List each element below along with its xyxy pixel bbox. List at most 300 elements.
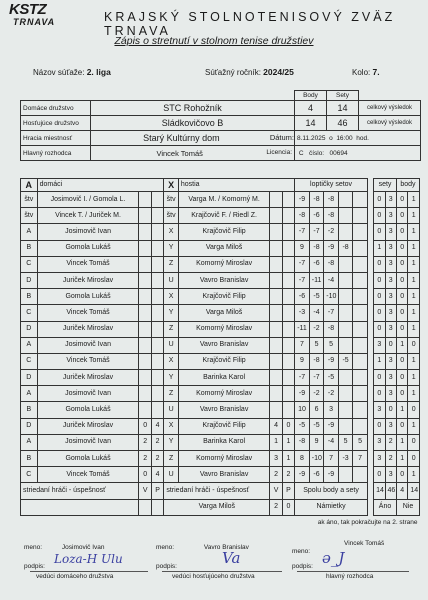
guest-sub-p	[282, 224, 294, 240]
set-score	[338, 289, 353, 305]
points-home: 0	[396, 224, 407, 240]
referee-value: Vincek Tomáš	[156, 148, 203, 158]
home-sub-v	[139, 289, 151, 305]
season-info	[205, 67, 294, 77]
competition-info	[33, 67, 111, 77]
sets-home: 0	[374, 305, 385, 321]
match-row	[21, 321, 420, 337]
sets-guest: 3	[385, 272, 396, 288]
match-row	[21, 289, 420, 305]
set-score: -4	[324, 272, 339, 288]
home-sub-v	[139, 305, 151, 321]
home-sub-p: 2	[151, 451, 163, 467]
guest-player: Komorný Miroslav	[178, 451, 269, 467]
subs-row-2	[21, 499, 420, 515]
guest-subs-label: striedaní hráči - úspešnosť	[164, 483, 270, 499]
set-score	[353, 240, 368, 256]
set-score: -8	[338, 240, 353, 256]
points-home: 1	[396, 451, 407, 467]
set-score: 8	[295, 451, 310, 467]
guest-sub-v	[270, 402, 282, 418]
referee-label: Hlavný rozhodca	[21, 146, 91, 161]
guest-sub-v	[270, 272, 282, 288]
home-column-header: domáci	[37, 179, 164, 192]
set-score: -8	[324, 208, 339, 224]
set-score: -7	[309, 224, 324, 240]
home-player: Vincek T. / Juriček M.	[37, 208, 139, 224]
home-slot: B	[21, 451, 38, 467]
set-score: -10	[324, 289, 339, 305]
home-sub-p: 4	[151, 467, 163, 483]
home-sub-v	[139, 337, 151, 353]
set-score: -9	[324, 418, 339, 434]
date-value: 8.11.2025	[297, 134, 326, 142]
sets-home: 0	[374, 224, 385, 240]
home-role: vedúci domáceho družstva	[36, 573, 114, 580]
guest-name-label: meno:	[156, 544, 175, 551]
subs-row	[21, 483, 420, 499]
home-slot: C	[21, 353, 38, 369]
guest-sub-v	[270, 208, 282, 224]
guest-sub-p: 2	[282, 467, 294, 483]
set-score: 6	[309, 402, 324, 418]
guest-sub-v: 4	[270, 418, 282, 434]
sets-home: 0	[374, 289, 385, 305]
set-score: -11	[295, 321, 310, 337]
home-sub-v	[139, 386, 151, 402]
sets-guest: 0	[385, 402, 396, 418]
points-guest: 1	[408, 240, 420, 256]
home-player: Josimovič Ivan	[37, 337, 139, 353]
home-points: 4	[295, 101, 327, 116]
guest-team-name: Sládkovičovo B	[91, 116, 295, 131]
home-slot: C	[21, 256, 38, 272]
sets-guest: 3	[385, 418, 396, 434]
guest-sub-p: 0	[282, 418, 294, 434]
guest-column-header: hostia	[178, 179, 294, 192]
set-score: -9	[324, 467, 339, 483]
balls-column-header: loptičky setov	[295, 179, 368, 192]
home-letter-header: A	[21, 179, 38, 192]
match-row	[21, 305, 420, 321]
protest-label: Námietky	[295, 499, 368, 515]
guest-sub-v	[270, 337, 282, 353]
home-slot: D	[21, 321, 38, 337]
sets-column-header: sety	[374, 179, 397, 192]
home-sub-v	[139, 272, 151, 288]
home-sub-v	[139, 321, 151, 337]
number-label: číslo:	[308, 149, 325, 157]
home-signature: Loza‑H Ulu	[54, 552, 123, 566]
home-sub-p	[151, 337, 163, 353]
set-score: -8	[324, 321, 339, 337]
guest-sub-v: 1	[270, 434, 282, 450]
guest-sub-name: Varga Miloš	[164, 499, 270, 515]
sets-guest: 3	[385, 240, 396, 256]
points-guest: 1	[408, 418, 420, 434]
guest-sub-v	[270, 321, 282, 337]
note-spacer	[21, 515, 295, 531]
home-slot: C	[21, 305, 38, 321]
home-sub-p: 2	[151, 434, 163, 450]
sets-home: 3	[374, 434, 385, 450]
home-sub-p	[151, 289, 163, 305]
total-points-guest: 14	[408, 483, 420, 499]
home-sub-p	[151, 386, 163, 402]
points-guest: 1	[408, 467, 420, 483]
home-slot: C	[21, 467, 38, 483]
sets-home: 3	[374, 337, 385, 353]
points-guest: 0	[408, 402, 420, 418]
time-value: 16:00	[336, 134, 353, 142]
set-score: -8	[324, 256, 339, 272]
protest-yes: Áno	[374, 499, 397, 515]
points-home: 1	[396, 402, 407, 418]
round-info	[352, 67, 380, 77]
venue-label: Hracia miestnosť	[21, 131, 91, 146]
guest-player: Varga Miloš	[178, 240, 269, 256]
guest-slot: X	[164, 289, 179, 305]
sets-guest: 3	[385, 353, 396, 369]
guest-player: Krajčovič F. / Riedl Z.	[178, 208, 269, 224]
guest-player: Komorný Miroslav	[178, 321, 269, 337]
home-slot: D	[21, 370, 38, 386]
set-score: -6	[309, 467, 324, 483]
season-value: 2024/25	[263, 67, 294, 77]
points-home: 0	[396, 321, 407, 337]
guest-sub-p: 1	[282, 451, 294, 467]
home-slot: D	[21, 272, 38, 288]
home-name-label: meno:	[24, 544, 43, 551]
set-score	[353, 337, 368, 353]
sets-header: Sety	[327, 91, 359, 101]
set-score	[353, 418, 368, 434]
points-home: 0	[396, 418, 407, 434]
set-score: -4	[309, 305, 324, 321]
home-v-header: V	[139, 483, 151, 499]
date-label: Dátum:	[269, 133, 294, 142]
overall-label: celkový výsledok	[359, 101, 421, 116]
set-score: -9	[295, 192, 310, 208]
sets-guest: 3	[385, 467, 396, 483]
sheet-subtitle: Zápis o stretnutí v stolnom tenise družstiev	[114, 35, 314, 47]
set-score	[353, 353, 368, 369]
home-player: Vincek Tomáš	[37, 353, 139, 369]
sets-home: 0	[374, 418, 385, 434]
points-guest: 0	[408, 434, 420, 450]
home-sub-p	[151, 370, 163, 386]
sets-home: 0	[374, 272, 385, 288]
sets-home: 0	[374, 467, 385, 483]
points-home: 1	[396, 337, 407, 353]
guest-role: vedúci hosťujúceho družstva	[172, 573, 255, 580]
set-score: -8	[324, 192, 339, 208]
guest-signature: Va	[222, 549, 241, 567]
home-sub-v: 0	[139, 418, 151, 434]
set-score: 9	[295, 240, 310, 256]
set-score: -8	[295, 434, 310, 450]
guest-points: 14	[295, 116, 327, 131]
set-score	[338, 321, 353, 337]
total-sets-home: 14	[374, 483, 385, 499]
guest-sub-p-value: 0	[282, 499, 294, 515]
home-player: Juriček Miroslav	[37, 321, 139, 337]
home-player: Vincek Tomáš	[37, 467, 139, 483]
set-score: -8	[309, 353, 324, 369]
guest-sub-p	[282, 256, 294, 272]
total-points-home: 4	[396, 483, 407, 499]
ref-name-label-line	[292, 548, 310, 555]
home-team-label: Domáce družstvo	[21, 101, 91, 116]
set-score: -7	[295, 370, 310, 386]
home-leader-name: Josimovič Ivan	[61, 544, 105, 551]
points-column-header: body	[396, 179, 419, 192]
match-row	[21, 402, 420, 418]
guest-sub-p	[282, 402, 294, 418]
guest-slot: Z	[164, 386, 179, 402]
guest-v-header: V	[270, 483, 282, 499]
kstz-logo	[9, 3, 55, 29]
set-score	[338, 467, 353, 483]
license-value: C	[298, 149, 304, 157]
set-score: -7	[309, 370, 324, 386]
home-player: Josimovič Ivan	[37, 224, 139, 240]
set-score: -7	[295, 256, 310, 272]
sets-guest: 3	[385, 256, 396, 272]
set-score: -3	[295, 305, 310, 321]
set-score: -7	[295, 224, 310, 240]
match-row	[21, 418, 420, 434]
home-slot: B	[21, 240, 38, 256]
set-score	[353, 321, 368, 337]
points-guest: 1	[408, 224, 420, 240]
guest-slot: X	[164, 224, 179, 240]
home-name-line	[24, 544, 105, 551]
guest-slot: štv	[164, 208, 179, 224]
set-score: -9	[324, 240, 339, 256]
home-slot: A	[21, 337, 38, 353]
set-score: 9	[309, 434, 324, 450]
points-guest: 1	[408, 353, 420, 369]
points-home: 0	[396, 256, 407, 272]
home-slot: A	[21, 224, 38, 240]
ref-sign-line	[297, 571, 409, 572]
guest-sub-p	[282, 272, 294, 288]
venue-value: Starý Kultúrny dom	[143, 133, 220, 143]
home-player: Josimovič Ivan	[37, 386, 139, 402]
home-player: Vincek Tomáš	[37, 305, 139, 321]
sets-guest: 3	[385, 305, 396, 321]
set-score: 7	[324, 451, 339, 467]
set-score: -2	[324, 224, 339, 240]
points-guest: 1	[408, 289, 420, 305]
home-sub-p	[151, 256, 163, 272]
home-player: Vincek Tomáš	[37, 256, 139, 272]
home-sub-v: 2	[139, 434, 151, 450]
home-sub-p	[151, 353, 163, 369]
points-guest: 1	[408, 192, 420, 208]
home-sub-v	[139, 192, 151, 208]
home-slot: D	[21, 418, 38, 434]
summary-table	[20, 90, 421, 161]
home-sub-v	[139, 402, 151, 418]
home-sub-v	[139, 370, 151, 386]
match-row	[21, 434, 420, 450]
guest-player: Barinka Karol	[178, 434, 269, 450]
ref-name-line	[292, 540, 384, 547]
guest-sub-p	[282, 370, 294, 386]
home-sign-line	[30, 571, 148, 572]
home-sub-p	[151, 208, 163, 224]
home-sub-v	[139, 240, 151, 256]
sets-home: 1	[374, 240, 385, 256]
guest-sub-p	[282, 192, 294, 208]
home-sub-p	[151, 272, 163, 288]
home-sub-p	[151, 321, 163, 337]
set-score: -6	[309, 208, 324, 224]
home-slot: štv	[21, 208, 38, 224]
sets-guest: 0	[385, 337, 396, 353]
home-player: Gomola Lukáš	[37, 451, 139, 467]
guest-sets: 46	[327, 116, 359, 131]
sets-guest: 3	[385, 208, 396, 224]
guest-leader-name: Vavro Branislav	[203, 544, 249, 551]
home-sub-empty	[21, 499, 139, 515]
set-score: -10	[309, 451, 324, 467]
set-score	[338, 386, 353, 402]
guest-sub-v	[270, 224, 282, 240]
guest-sub-v	[270, 256, 282, 272]
set-score	[338, 192, 353, 208]
set-score: -9	[324, 353, 339, 369]
home-slot: B	[21, 289, 38, 305]
total-sets-guest: 46	[385, 483, 396, 499]
home-sub-p	[151, 402, 163, 418]
home-subs-label: striedaní hráči - úspešnosť	[21, 483, 139, 499]
set-score: -5	[338, 353, 353, 369]
guest-sub-v	[270, 289, 282, 305]
set-score: 10	[295, 402, 310, 418]
points-home: 0	[396, 370, 407, 386]
guest-sub-p	[282, 208, 294, 224]
ref-role: hlavný rozhodca	[326, 573, 374, 580]
number-value: 00694	[329, 149, 348, 157]
logo-main: KSTZ	[9, 1, 47, 18]
points-home: 0	[396, 305, 407, 321]
set-score	[353, 289, 368, 305]
guest-slot: Y	[164, 370, 179, 386]
home-player: Josimovič Ivan	[37, 434, 139, 450]
guest-player: Komorný Miroslav	[178, 256, 269, 272]
home-sets: 14	[327, 101, 359, 116]
guest-slot: Y	[164, 434, 179, 450]
guest-sub-v	[270, 305, 282, 321]
set-score	[338, 224, 353, 240]
set-score	[338, 337, 353, 353]
match-row	[21, 208, 420, 224]
match-row	[21, 224, 420, 240]
home-slot: štv	[21, 192, 38, 208]
guest-slot: U	[164, 402, 179, 418]
points-guest: 1	[408, 305, 420, 321]
total-label: Spolu body a sety	[295, 483, 368, 499]
guest-sub-p: 1	[282, 434, 294, 450]
set-score: 7	[353, 451, 368, 467]
home-sub-p	[151, 305, 163, 321]
guest-slot: U	[164, 337, 179, 353]
license-label: Licencia:	[266, 148, 292, 156]
guest-sub-v-value: 2	[270, 499, 282, 515]
guest-sub-p	[282, 305, 294, 321]
guest-player: Vavro Branislav	[178, 337, 269, 353]
guest-slot: Z	[164, 451, 179, 467]
match-row	[21, 451, 420, 467]
match-row	[21, 240, 420, 256]
round-label: Kolo:	[352, 68, 371, 77]
guest-letter-header: X	[164, 179, 179, 192]
home-sub-v	[139, 208, 151, 224]
guest-sub-v	[270, 353, 282, 369]
guest-player: Krajčovič Filip	[178, 353, 269, 369]
competition-value: 2. liga	[86, 67, 111, 77]
home-slot: A	[21, 386, 38, 402]
sets-guest: 2	[385, 434, 396, 450]
guest-sub-p	[282, 386, 294, 402]
sets-home: 0	[374, 192, 385, 208]
points-header: Body	[295, 91, 327, 101]
home-sub-p: 4	[151, 418, 163, 434]
guest-team-label: Hosťujúce družstvo	[21, 116, 91, 131]
set-score: -8	[309, 240, 324, 256]
sets-home: 3	[374, 451, 385, 467]
sets-home: 0	[374, 370, 385, 386]
set-score: -5	[309, 289, 324, 305]
set-score: 5	[338, 434, 353, 450]
guest-sign-label: podpis:	[156, 563, 177, 570]
guest-slot: štv	[164, 192, 179, 208]
home-player: Juriček Miroslav	[37, 370, 139, 386]
set-score	[353, 386, 368, 402]
home-player: Gomola Lukáš	[37, 240, 139, 256]
protest-no: Nie	[396, 499, 419, 515]
home-player: Josimovič I. / Gomola L.	[37, 192, 139, 208]
guest-slot: Y	[164, 240, 179, 256]
set-score: -5	[324, 370, 339, 386]
guest-slot: X	[164, 418, 179, 434]
note-row	[21, 515, 420, 531]
guest-sub-v	[270, 386, 282, 402]
set-score: 5	[353, 434, 368, 450]
set-score: 3	[324, 402, 339, 418]
guest-sign-line	[162, 571, 282, 572]
sets-home: 0	[374, 256, 385, 272]
guest-sub-v	[270, 370, 282, 386]
match-row	[21, 386, 420, 402]
guest-sub-p	[282, 353, 294, 369]
set-score: -5	[309, 418, 324, 434]
guest-sub-v: 3	[270, 451, 282, 467]
season-label: Súťažný ročník:	[205, 68, 261, 77]
home-sub-v: 0	[139, 467, 151, 483]
set-score	[338, 402, 353, 418]
guest-player: Barinka Karol	[178, 370, 269, 386]
points-guest: 0	[408, 337, 420, 353]
matches-table	[20, 178, 420, 531]
set-score	[353, 467, 368, 483]
home-sub-p-empty	[151, 499, 163, 515]
guest-p-header: P	[282, 483, 294, 499]
set-score	[338, 418, 353, 434]
